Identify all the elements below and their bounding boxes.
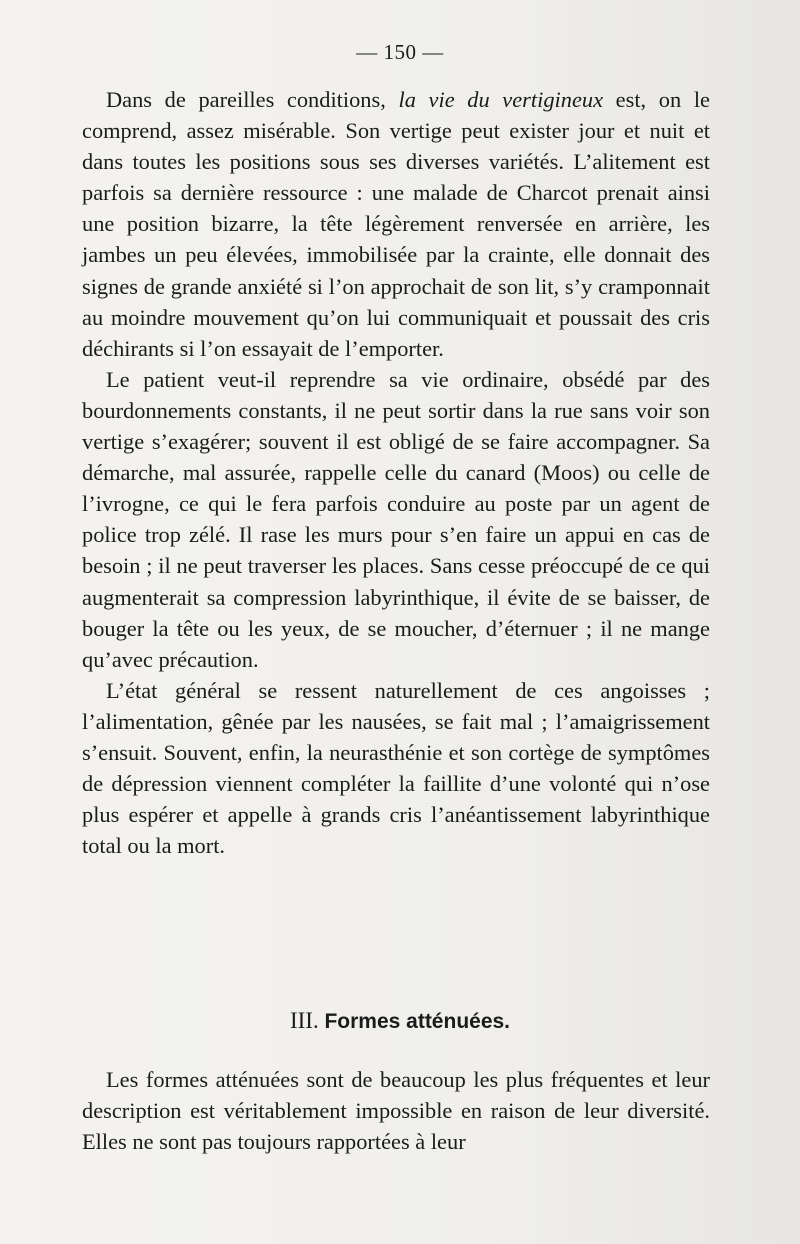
paragraph-1-rest: est, on le comprend, assez misérable. Son vertige peut exister jour et nuit et dans toutes les positions sous ses diverses variétés. L’alitement est parfois sa dernière ressource : une malade de Charcot prenait ainsi une position bizarre, la tête légèrement renversée en arrière, les jambes un peu élevées, immobilisée par la crainte, elle donnait des signes de grande anxiété si l’on approchait de son lit, s’y cramponnait au moindre mouvement qu’on lui communiquait et poussait des cris déchirants si l’on essayait de l’emporter.: [82, 87, 710, 361]
paragraph-1-start: Dans de pareilles conditions,: [106, 87, 399, 112]
paragraph-patient: Le patient veut-il reprendre sa vie ordinaire, obsédé par des bourdonnements constants, il ne peut sortir dans la rue sans voir son vertige s’exagérer; souvent il est obligé de se faire accompagner. Sa démarche, mal assurée, rappelle celle du canard (Moos) ou celle de l’ivrogne, ce qui le fera parfois conduire au poste par un agent de police trop zélé. Il rase les murs pour s’en faire un appui en cas de besoin ; il ne peut traverser les places. Sans cesse préoccupé de ce qui augmenterait sa compression labyrinthique, il évite de se baisser, de bouger la tête ou les yeux, de se moucher, d’éternuer ; il ne mange qu’avec précaution.: [82, 366, 710, 672]
paragraph-formes-attenuees: Les formes atténuées sont de beaucoup les plus fréquentes et leur description est véritablement impossible en raison de leur diversité. Elles ne sont pas toujours rapportées à leur: [82, 1067, 710, 1155]
section-heading: [0, 1008, 800, 1034]
section-text: [82, 1064, 710, 1157]
italic-phrase: la vie du vertigineux: [398, 87, 604, 112]
paragraph-etat-general: L’état général se ressent naturellement de ces angoisses ; l’alimentation, gênée par les nausées, se fait mal ; l’amaigrissement s’ensuit. Souvent, enfin, la neurasthénie et son cortège de symptômes de dépression viennent compléter la faillite d’une volonté qui n’ose plus espérer et appelle à grands cris l’anéantissement labyrinthique total ou la mort.: [82, 677, 710, 859]
page-number: — 150 —: [356, 40, 444, 64]
paragraph-vie-du-vertigineux: [82, 84, 710, 364]
section-title: Formes atténuées.: [324, 1010, 511, 1033]
section-number: III.: [289, 1008, 319, 1033]
main-text: [82, 84, 710, 861]
